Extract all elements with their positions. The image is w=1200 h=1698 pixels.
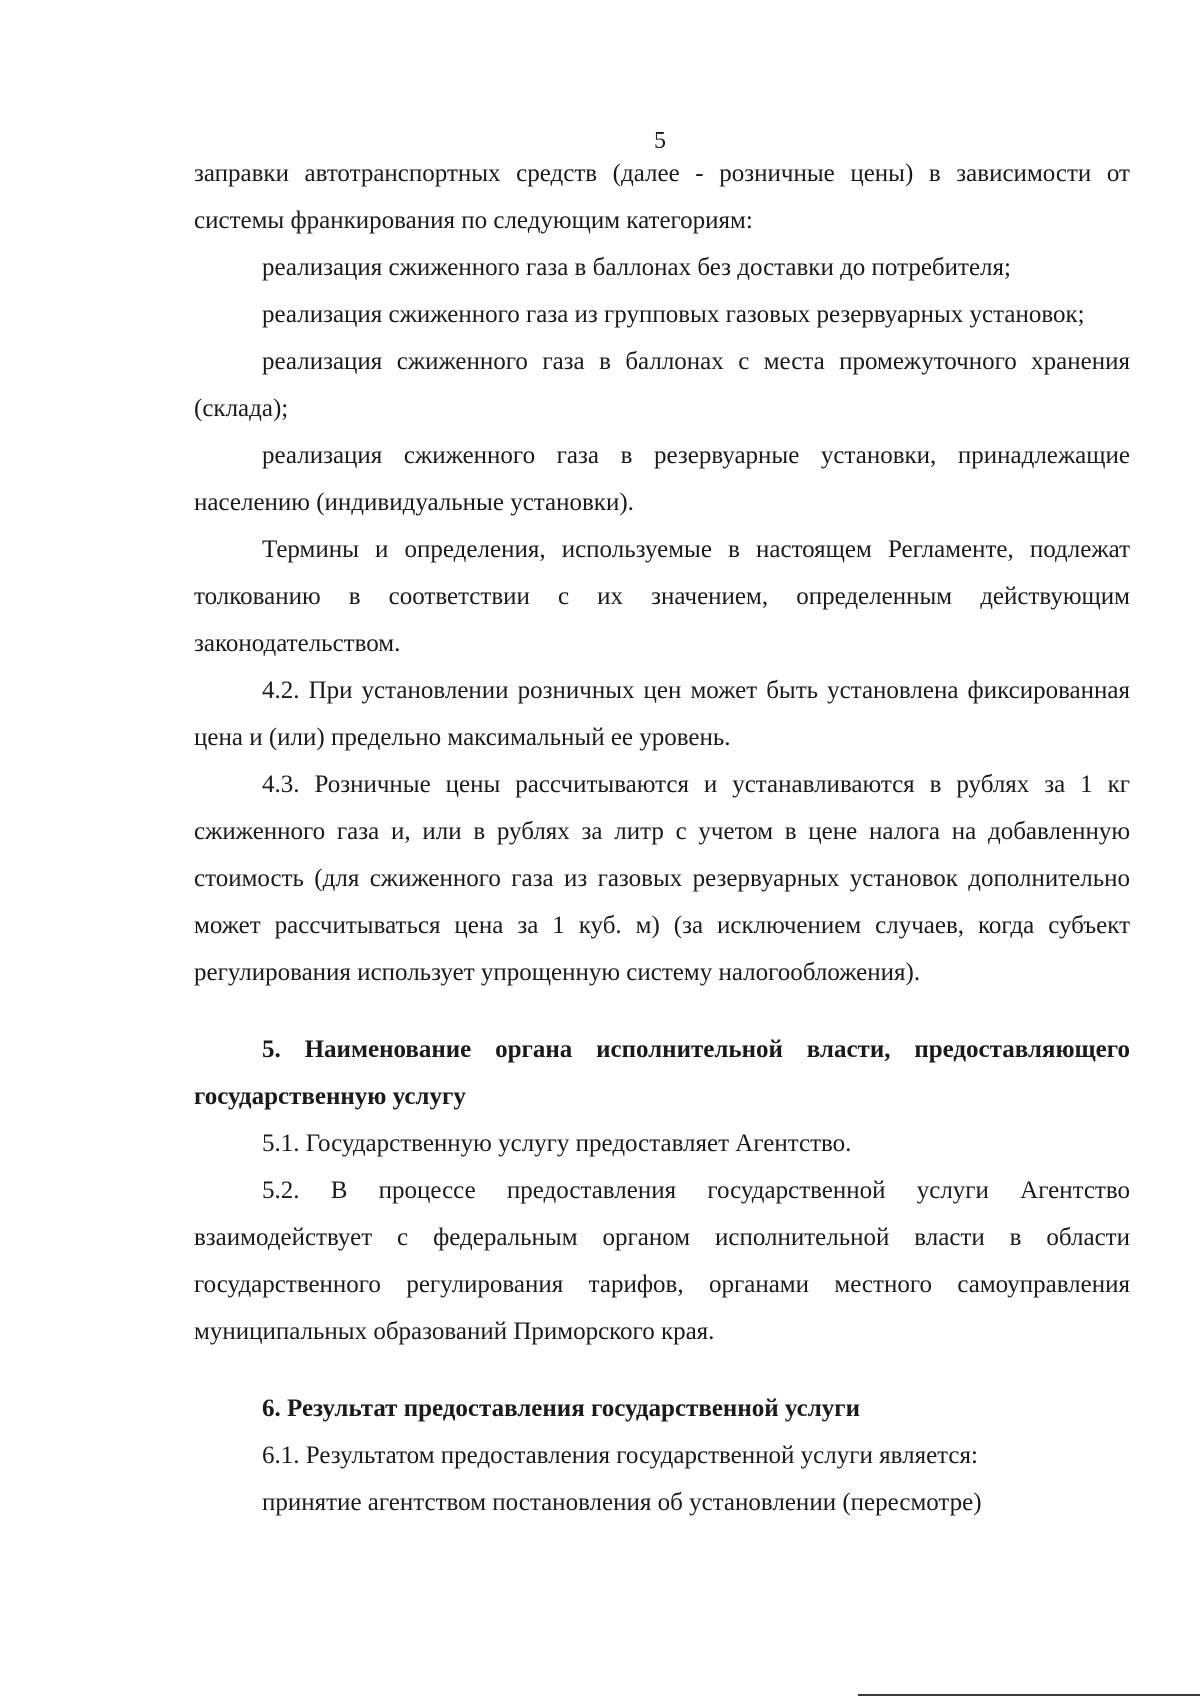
list-item-category: реализация сжиженного газа из групповых газовых резервуарных установок;: [262, 301, 1085, 328]
clause-5-2: 5.2. В процессе предоставления государственной услуги Агентство взаимодействует с федеральным органом исполнительной власти в области государственного регулирования тарифов, органами местного самоуправления муниципальных образований Приморского края.: [194, 1177, 1130, 1345]
clause-4-3: 4.3. Розничные цены рассчитываются и устанавливаются в рублях за 1 кг сжиженного газа и, или в рублях за литр с учетом в цене налога на добавленную стоимость (для сжиженного газа из газовых резервуарных установок дополнительно может рассчитываться цена за 1 куб. м) (за исключением случаев, когда субъект регулирования использует упрощенную систему налогообложения).: [194, 771, 1130, 986]
clause-4-2: 4.2. При установлении розничных цен может быть установлена фиксированная цена и (или) предельно максимальный ее уровень.: [194, 677, 1130, 751]
section-heading-5: 5. Наименование органа исполнительной власти, предоставляющего государственную услугу: [194, 1036, 1130, 1110]
list-item-category: реализация сжиженного газа в резервуарные установки, принадлежащие населению (индивидуальные установки).: [194, 442, 1130, 516]
paragraph-terms: Термины и определения, используемые в настоящем Регламенте, подлежат толкованию в соответствии с их значением, определенным действующим законодательством.: [194, 536, 1130, 657]
paragraph-continuation: заправки автотранспортных средств (далее - розничные цены) в зависимости от системы франкирования по следующим категориям:: [194, 160, 1130, 234]
document-body: [194, 150, 1130, 1526]
clause-6-1: 6.1. Результатом предоставления государственной услуги является:: [262, 1442, 978, 1469]
list-item-category: реализация сжиженного газа в баллонах без доставки до потребителя;: [262, 254, 1011, 281]
clause-5-1: 5.1. Государственную услугу предоставляет Агентство.: [262, 1130, 852, 1157]
scan-edge-divider: [858, 1694, 1200, 1696]
section-heading-6: 6. Результат предоставления государственной услуги: [262, 1395, 860, 1422]
page-number: 5: [654, 128, 666, 154]
list-item-category: реализация сжиженного газа в баллонах с места промежуточного хранения (склада);: [194, 348, 1130, 422]
result-item: принятие агентством постановления об установлении (пересмотре): [262, 1489, 982, 1516]
